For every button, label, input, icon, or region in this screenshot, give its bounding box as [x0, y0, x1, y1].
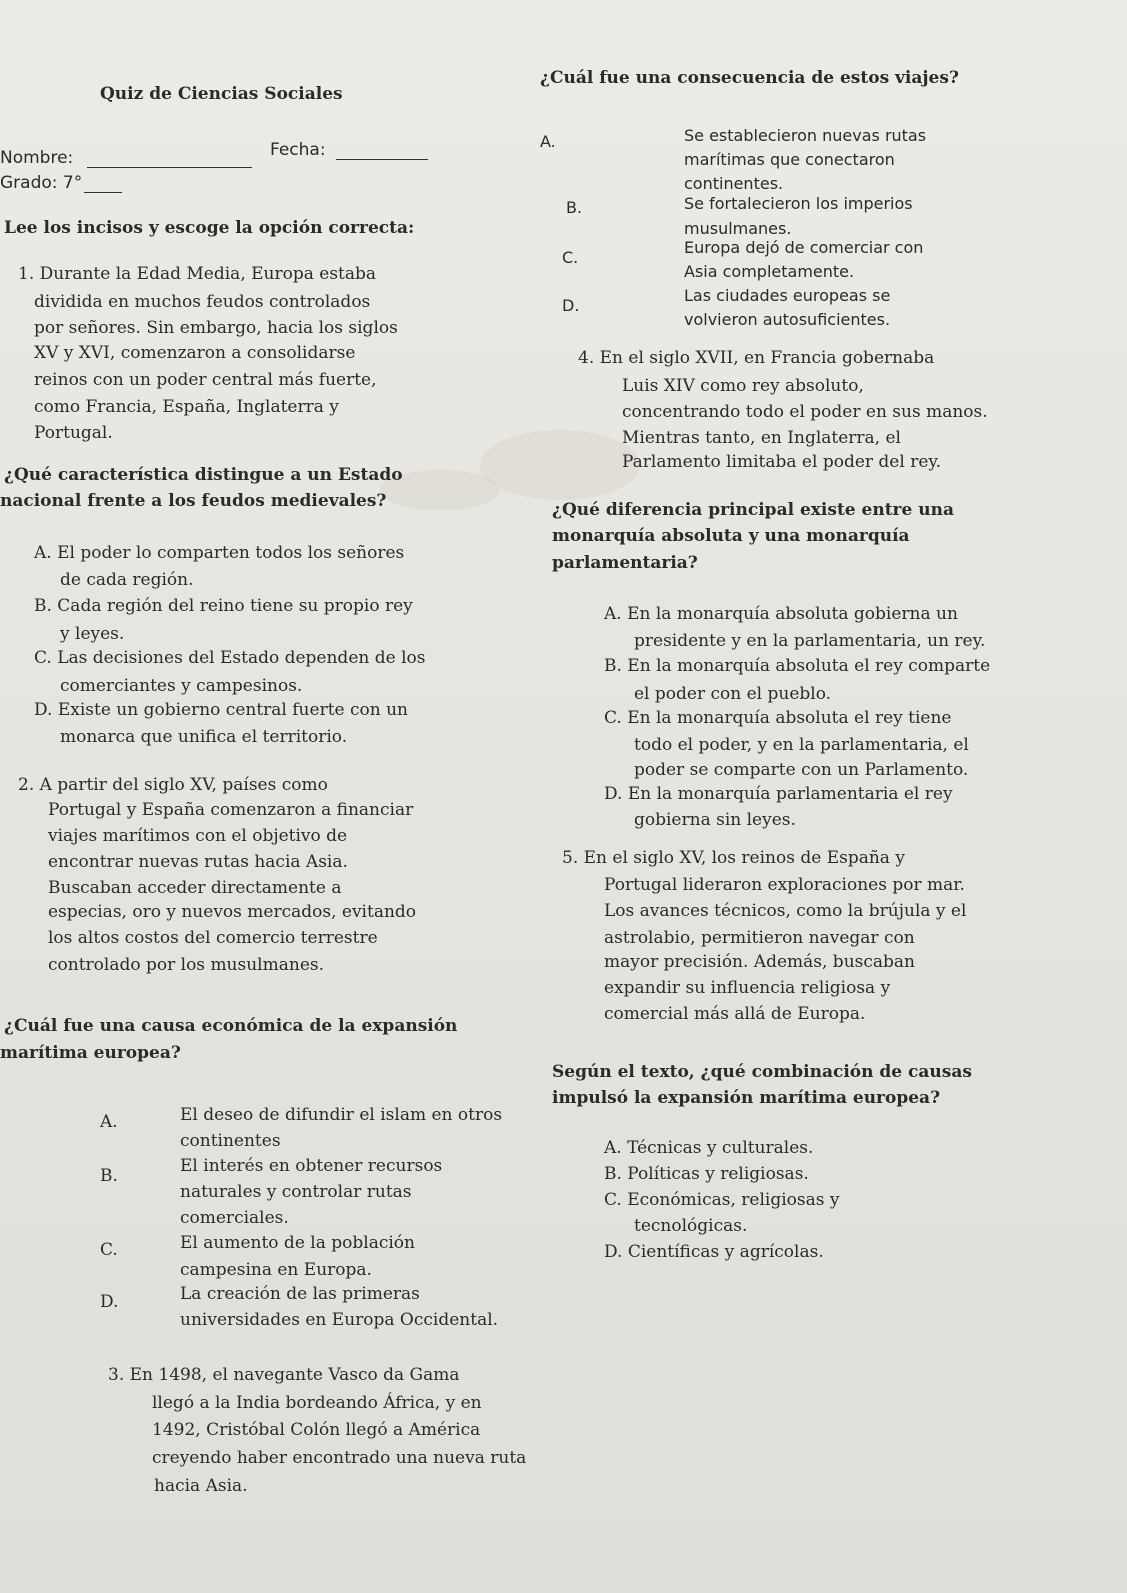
q4-line: Mientras tanto, en Inglaterra, el	[622, 428, 901, 448]
fecha-label: Fecha:	[270, 140, 326, 160]
q3-option-d-cont[interactable]: volvieron autosuficientes.	[684, 310, 891, 329]
q2-line: especias, oro y nuevos mercados, evitando	[48, 902, 417, 922]
q4-question: ¿Qué diferencia principal existe entre una	[552, 500, 954, 520]
q2-line: Portugal y España comenzaron a financiar	[48, 800, 414, 820]
grado-field[interactable]	[0, 172, 122, 193]
q3-option-a[interactable]: Se establecieron nuevas rutas	[684, 126, 927, 145]
q2-line: controlado por los musulmanes.	[48, 955, 325, 975]
q2-question: ¿Cuál fue una causa económica de la expansión	[4, 1016, 458, 1036]
q5-line: expandir su influencia religiosa y	[604, 978, 891, 998]
q2-option-b-cont[interactable]: naturales y controlar rutas	[180, 1182, 412, 1202]
q4-option-c-cont[interactable]: todo el poder, y en la parlamentaria, el	[634, 735, 969, 755]
q3-option-d-letter[interactable]: D.	[562, 296, 580, 315]
q5-option-d[interactable]: D. Científicas y agrícolas.	[604, 1242, 824, 1262]
q4-option-c-cont[interactable]: poder se comparte con un Parlamento.	[634, 760, 969, 780]
q5-option-a[interactable]: A. Técnicas y culturales.	[604, 1138, 814, 1158]
q1-option-d[interactable]: D. Existe un gobierno central fuerte con un	[34, 700, 408, 720]
grado-label: Grado: 7°	[0, 173, 83, 193]
nombre-blank[interactable]	[87, 147, 252, 168]
q4-line: 4. En el siglo XVII, en Francia gobernaba	[578, 348, 935, 368]
q2-option-c[interactable]: El aumento de la población	[180, 1233, 415, 1253]
q1-question: nacional frente a los feudos medievales?	[0, 491, 387, 511]
q4-option-c[interactable]: C. En la monarquía absoluta el rey tiene	[604, 708, 952, 728]
q4-line: concentrando todo el poder en sus manos.	[622, 402, 988, 422]
q2-line: viajes marítimos con el objetivo de	[48, 826, 348, 846]
q2-option-a[interactable]: El deseo de difundir el islam en otros	[180, 1105, 503, 1125]
nombre-label: Nombre:	[0, 148, 74, 168]
q1-line: reinos con un poder central más fuerte,	[34, 370, 377, 390]
q3-line: llegó a la India bordeando África, y en	[152, 1393, 482, 1413]
q5-line: astrolabio, permitieron navegar con	[604, 928, 915, 948]
q5-option-c-cont[interactable]: tecnológicas.	[634, 1216, 748, 1236]
q1-line: 1. Durante la Edad Media, Europa estaba	[18, 264, 377, 284]
q4-line: Luis XIV como rey absoluto,	[622, 376, 864, 396]
q3-option-a-cont[interactable]: continentes.	[684, 174, 784, 193]
instructions: Lee los incisos y escoge la opción correcta:	[4, 218, 415, 238]
q1-line: dividida en muchos feudos controlados	[34, 292, 371, 312]
q1-option-c[interactable]: C. Las decisiones del Estado dependen de los	[34, 648, 426, 668]
q2-option-c-cont[interactable]: campesina en Europa.	[180, 1260, 372, 1280]
q2-question: marítima europea?	[0, 1043, 181, 1063]
q5-question: Según el texto, ¿qué combinación de causas	[552, 1062, 972, 1082]
q2-line: Buscaban acceder directamente a	[48, 878, 342, 898]
q2-option-b-cont[interactable]: comerciales.	[180, 1208, 289, 1228]
page-title: Quiz de Ciencias Sociales	[100, 84, 343, 104]
q3-line: 1492, Cristóbal Colón llegó a América	[152, 1420, 481, 1440]
q1-option-c-cont[interactable]: comerciantes y campesinos.	[60, 676, 303, 696]
q2-option-b-letter[interactable]: B.	[100, 1166, 118, 1186]
q3-option-d[interactable]: Las ciudades europeas se	[684, 286, 891, 305]
q4-option-b[interactable]: B. En la monarquía absoluta el rey comparte	[604, 656, 991, 676]
q2-line: 2. A partir del siglo XV, países como	[18, 775, 328, 795]
q4-option-d[interactable]: D. En la monarquía parlamentaria el rey	[604, 784, 953, 804]
q1-option-b-cont[interactable]: y leyes.	[60, 624, 125, 644]
q3-option-c[interactable]: Europa dejó de comerciar con	[684, 238, 924, 257]
q4-line: Parlamento limitaba el poder del rey.	[622, 452, 942, 472]
q4-option-a[interactable]: A. En la monarquía absoluta gobierna un	[604, 604, 958, 624]
q2-option-d[interactable]: La creación de las primeras	[180, 1284, 420, 1304]
q1-line: por señores. Sin embargo, hacia los siglos	[34, 318, 398, 338]
q5-option-c[interactable]: C. Económicas, religiosas y	[604, 1190, 840, 1210]
q2-option-d-cont[interactable]: universidades en Europa Occidental.	[180, 1310, 499, 1330]
q3-option-b-letter[interactable]: B.	[566, 198, 583, 217]
q4-option-a-cont[interactable]: presidente y en la parlamentaria, un rey.	[634, 631, 986, 651]
q4-option-d-cont[interactable]: gobierna sin leyes.	[634, 810, 796, 830]
q5-line: Portugal lideraron exploraciones por mar.	[604, 875, 965, 895]
q1-question: ¿Qué característica distingue a un Estado	[4, 465, 403, 485]
q4-option-b-cont[interactable]: el poder con el pueblo.	[634, 684, 832, 704]
q5-line: mayor precisión. Además, buscaban	[604, 952, 915, 972]
q5-line: comercial más allá de Europa.	[604, 1004, 866, 1024]
q3-line: 3. En 1498, el navegante Vasco da Gama	[108, 1365, 460, 1385]
q2-line: encontrar nuevas rutas hacia Asia.	[48, 852, 348, 872]
q2-option-c-letter[interactable]: C.	[100, 1240, 118, 1260]
q3-option-a-cont[interactable]: marítimas que conectaron	[684, 150, 895, 169]
fecha-field[interactable]	[270, 139, 428, 160]
q3-option-c-letter[interactable]: C.	[562, 248, 579, 267]
q3-option-b-cont[interactable]: musulmanes.	[684, 219, 792, 238]
q5-line: Los avances técnicos, como la brújula y el	[604, 901, 967, 921]
q2-option-b[interactable]: El interés en obtener recursos	[180, 1156, 443, 1176]
q1-option-b[interactable]: B. Cada región del reino tiene su propio rey	[34, 596, 413, 616]
paper-stain	[480, 430, 640, 500]
q5-line: 5. En el siglo XV, los reinos de España y	[562, 848, 905, 868]
fecha-blank[interactable]	[336, 139, 428, 160]
nombre-field[interactable]	[0, 147, 252, 168]
q1-option-d-cont[interactable]: monarca que unifica el territorio.	[60, 727, 348, 747]
q3-line: hacia Asia.	[154, 1476, 248, 1496]
q1-line: Portugal.	[34, 423, 113, 443]
q1-option-a[interactable]: A. El poder lo comparten todos los señores	[34, 543, 405, 563]
q2-option-a-cont[interactable]: continentes	[180, 1131, 281, 1151]
grado-blank[interactable]	[84, 172, 122, 193]
q3-option-a-letter[interactable]: A.	[540, 132, 556, 151]
q2-line: los altos costos del comercio terrestre	[48, 928, 378, 948]
q2-option-d-letter[interactable]: D.	[100, 1292, 119, 1312]
q5-question: impulsó la expansión marítima europea?	[552, 1088, 941, 1108]
q1-line: como Francia, España, Inglaterra y	[34, 397, 339, 417]
q1-line: XV y XVI, comenzaron a consolidarse	[34, 343, 356, 363]
q3-option-b[interactable]: Se fortalecieron los imperios	[684, 194, 913, 213]
q3-option-c-cont[interactable]: Asia completamente.	[684, 262, 855, 281]
q5-option-b[interactable]: B. Políticas y religiosas.	[604, 1164, 809, 1184]
q4-question: parlamentaria?	[552, 553, 698, 573]
q1-option-a-cont[interactable]: de cada región.	[60, 570, 194, 590]
q3-question: ¿Cuál fue una consecuencia de estos viajes?	[540, 68, 959, 88]
q3-line: creyendo haber encontrado una nueva ruta	[152, 1448, 527, 1468]
q4-question: monarquía absoluta y una monarquía	[552, 526, 910, 546]
q2-option-a-letter[interactable]: A.	[100, 1112, 118, 1132]
